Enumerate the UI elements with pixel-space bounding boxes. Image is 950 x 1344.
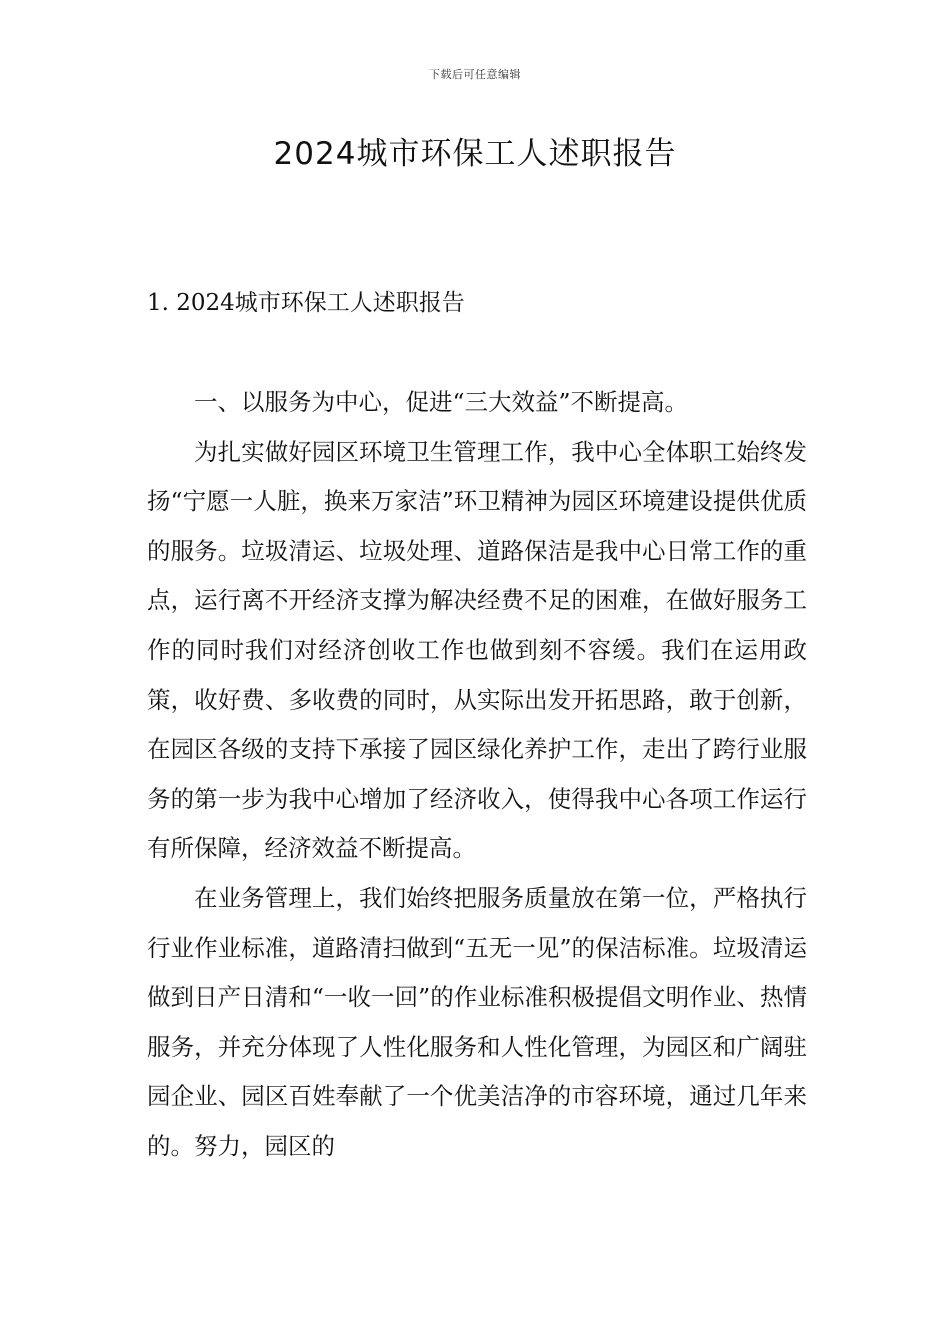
document-title: 2024城市环保工人述职报告 [273,136,677,172]
document-body [147,378,807,1172]
paragraph-heading: 一、以服务为中心，促进“三大效益”不断提高。 [194,388,689,416]
section-heading: 1. 2024城市环保工人述职报告 [147,290,465,316]
header-note: 下载后可任意编辑 [429,68,521,81]
paragraph: 为扎实做好园区环境卫生管理工作，我中心全体职工始终发扬“宁愿一人脏，换来万家洁”环卫精神为园区环境建设提供优质的服务。垃圾清运、垃圾处理、道路保洁是我中心日常工作的重点，运行离不开经济支撑为解决经费不足的困难，在做好服务工作的同时我们对经济创收工作也做到刻不容缓。我们在运用政策，收好费、多收费的同时，从实际出发开拓思路，敢于创新，在园区各级的支持下承接了园区绿化养护工作，走出了跨行业服务的第一步为我中心增加了经济收入，使得我中心各项工作运行有所保障，经济效益不断提高。 [147,437,807,863]
paragraph: 在业务管理上，我们始终把服务质量放在第一位，严格执行行业作业标准，道路清扫做到“五无一见”的保洁标准。垃圾清运做到日产日清和“一收一回”的作业标准积极提倡文明作业、热情服务，并充分体现了人性化服务和人性化管理，为园区和广阔驻园企业、园区百姓奉献了一个优美洁净的市容环境，通过几年来的。努力，园区的 [147,883,807,1160]
